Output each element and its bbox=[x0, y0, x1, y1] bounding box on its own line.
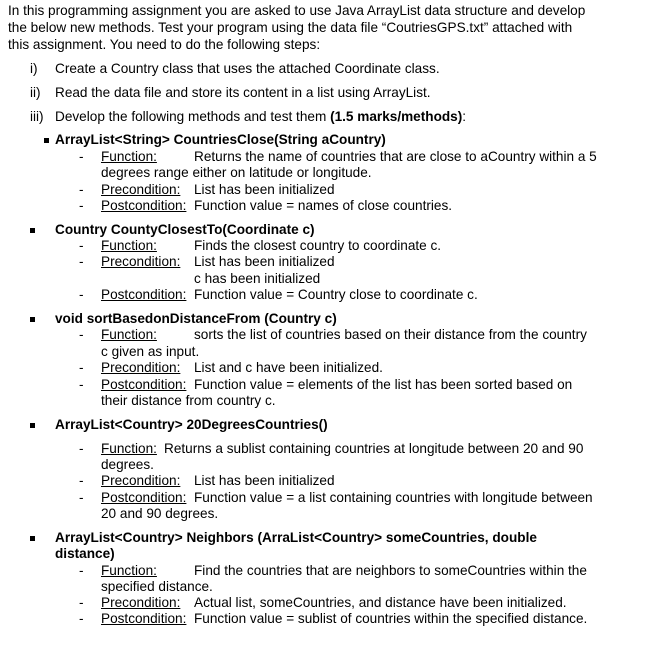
step-text-line bbox=[55, 108, 466, 125]
item-text-cont: their distance from country c. bbox=[101, 393, 276, 408]
method-signature: ArrayList<String> CountriesClose(String aCountry) bbox=[55, 132, 386, 147]
step-number: ii) bbox=[30, 85, 41, 100]
step-text: Develop the following methods and test them bbox=[55, 109, 331, 124]
intro-line: the below new methods. Test your program using the data file “CoutriesGPS.txt” attached with bbox=[8, 20, 573, 35]
item-label: Precondition: bbox=[101, 182, 181, 197]
item-text: Returns the name of countries that are close to aCountry within a 5 bbox=[194, 149, 597, 164]
item-label: Postcondition: bbox=[101, 198, 187, 213]
method-signature: Country CountyClosestTo(Coordinate c) bbox=[55, 222, 315, 237]
item-label: Function: bbox=[101, 149, 157, 164]
item-text: Function value = names of close countries. bbox=[194, 198, 453, 213]
method-signature-cont: distance) bbox=[55, 546, 115, 561]
dash: - bbox=[79, 611, 84, 626]
step-text: Create a Country class that uses the attached Coordinate class. bbox=[55, 61, 440, 76]
dash: - bbox=[79, 182, 84, 197]
item-text: List has been initialized bbox=[194, 254, 335, 269]
item-text-cont: degrees. bbox=[101, 457, 154, 472]
item-text: Finds the closest country to coordinate c. bbox=[194, 238, 442, 253]
bullet-icon bbox=[30, 317, 35, 322]
dash: - bbox=[79, 287, 84, 302]
item-text: Function value = elements of the list has been sorted based on bbox=[194, 377, 573, 392]
dash: - bbox=[79, 490, 84, 505]
dash: - bbox=[79, 198, 84, 213]
step-tail: : bbox=[462, 109, 467, 124]
item-text: Function value = sublist of countries within the specified distance. bbox=[194, 611, 588, 626]
bullet-icon bbox=[44, 138, 49, 143]
method-signature: ArrayList<Country> 20DegreesCountries() bbox=[55, 417, 328, 432]
item-text-cont: specified distance. bbox=[101, 579, 213, 594]
item-label: Function: bbox=[101, 441, 157, 456]
step-number: i) bbox=[30, 61, 38, 76]
item-label: Precondition: bbox=[101, 360, 181, 375]
item-label: Postcondition: bbox=[101, 377, 187, 392]
step-text: Read the data file and store its content in a list using ArrayList. bbox=[55, 85, 431, 100]
intro-line: this assignment. You need to do the following steps: bbox=[8, 37, 321, 52]
item-label: Postcondition: bbox=[101, 287, 187, 302]
item-text: List has been initialized bbox=[194, 473, 335, 488]
item-text: Returns a sublist containing countries at longitude between 20 and 90 bbox=[164, 441, 584, 456]
method-signature: void sortBasedonDistanceFrom (Country c) bbox=[55, 311, 337, 326]
item-text-cont: degrees range either on latitude or longitude. bbox=[101, 165, 372, 180]
item-label: Precondition: bbox=[101, 254, 181, 269]
method-signature: ArrayList<Country> Neighbors (ArraList<Country> someCountries, double bbox=[55, 530, 537, 545]
item-text: Function value = a list containing countries with longitude between bbox=[194, 490, 593, 505]
intro-line: In this programming assignment you are asked to use Java ArrayList data structure and develop bbox=[8, 3, 586, 18]
dash: - bbox=[79, 254, 84, 269]
dash: - bbox=[79, 473, 84, 488]
dash: - bbox=[79, 149, 84, 164]
bullet-icon bbox=[30, 423, 35, 428]
item-label: Precondition: bbox=[101, 473, 181, 488]
dash: - bbox=[79, 563, 84, 578]
bullet-icon bbox=[30, 536, 35, 541]
item-label: Function: bbox=[101, 327, 157, 342]
item-text-cont: 20 and 90 degrees. bbox=[101, 506, 219, 521]
item-text-cont: c given as input. bbox=[101, 344, 200, 359]
dash: - bbox=[79, 327, 84, 342]
item-text: Actual list, someCountries, and distance have been initialized. bbox=[194, 595, 567, 610]
dash: - bbox=[79, 441, 84, 456]
dash: - bbox=[79, 595, 84, 610]
bullet-icon bbox=[30, 228, 35, 233]
item-text: Find the countries that are neighbors to someCountries within the bbox=[194, 563, 587, 578]
marks-note: (1.5 marks/methods) bbox=[330, 109, 463, 124]
item-label: Function: bbox=[101, 238, 157, 253]
item-label: Postcondition: bbox=[101, 490, 187, 505]
item-text: List has been initialized bbox=[194, 182, 335, 197]
item-text: List and c have been initialized. bbox=[194, 360, 383, 375]
item-text-cont: c has been initialized bbox=[194, 271, 321, 286]
dash: - bbox=[79, 360, 84, 375]
dash: - bbox=[79, 238, 84, 253]
item-label: Postcondition: bbox=[101, 611, 187, 626]
item-label: Precondition: bbox=[101, 595, 181, 610]
dash: - bbox=[79, 377, 84, 392]
item-text: sorts the list of countries based on their distance from the country bbox=[194, 327, 587, 342]
step-number: iii) bbox=[30, 109, 44, 124]
item-label: Function: bbox=[101, 563, 157, 578]
item-text: Function value = Country close to coordinate c. bbox=[194, 287, 478, 302]
